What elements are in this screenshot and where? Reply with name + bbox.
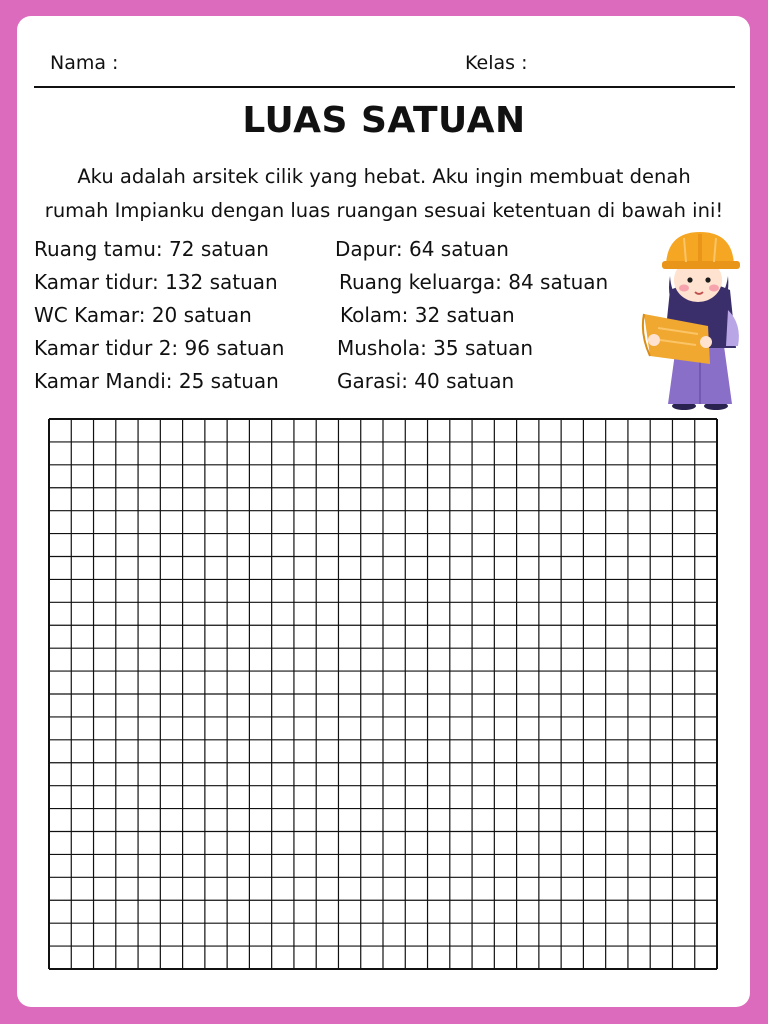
name-label: Nama : [50,52,119,74]
room-requirement: Kolam: 32 satuan [340,303,515,327]
intro-line-1: Aku adalah arsitek cilik yang hebat. Aku ingin membuat denah [77,165,691,188]
header-divider [34,86,735,88]
intro-text [20,160,748,228]
architect-girl-illustration [640,228,750,413]
room-requirement: WC Kamar: 20 satuan [34,303,252,327]
room-requirement: Ruang tamu: 72 satuan [34,237,269,261]
room-requirement: Dapur: 64 satuan [335,237,509,261]
room-requirement: Kamar Mandi: 25 satuan [34,369,279,393]
room-requirement: Kamar tidur 2: 96 satuan [34,336,285,360]
class-label: Kelas : [465,52,528,74]
room-requirement: Garasi: 40 satuan [337,369,515,393]
page-title: LUAS SATUAN [242,100,526,141]
room-requirement: Kamar tidur: 132 satuan [34,270,278,294]
room-requirement: Ruang keluarga: 84 satuan [339,270,609,294]
room-requirement: Mushola: 35 satuan [337,336,534,360]
intro-line-2: rumah Impianku dengan luas ruangan sesuai ketentuan di bawah ini! [44,199,724,222]
grid-paper [48,418,718,970]
